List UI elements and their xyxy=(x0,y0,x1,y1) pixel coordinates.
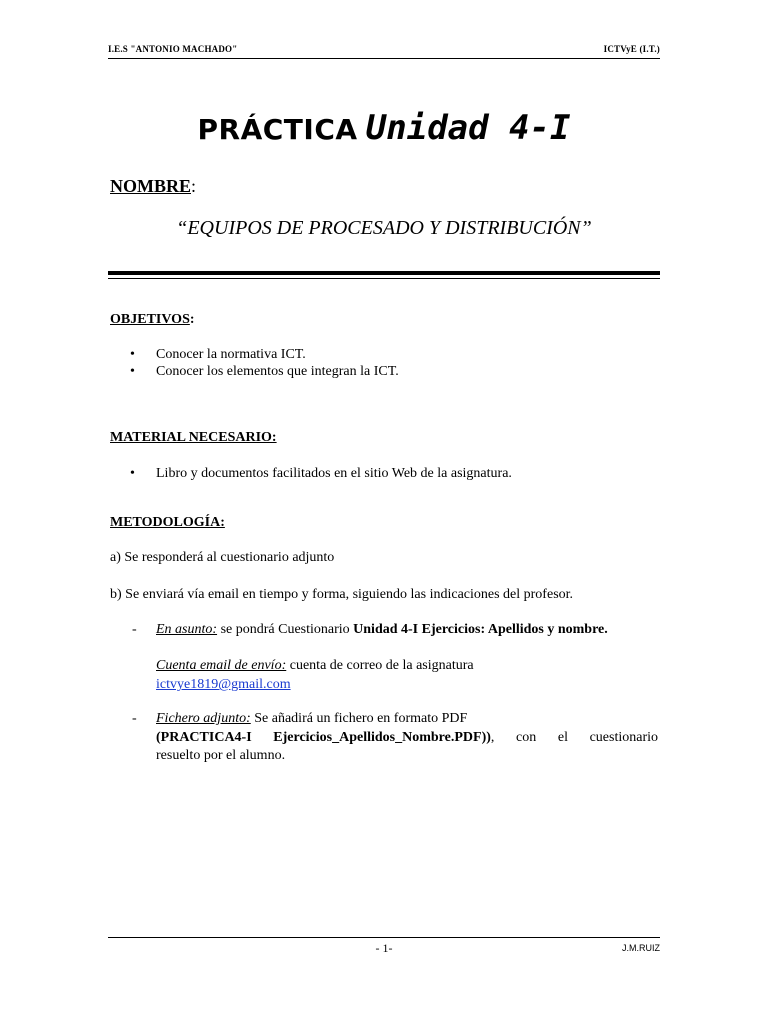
objetivos-label: OBJETIVOS xyxy=(110,312,190,327)
page-number: - 1- xyxy=(375,941,393,955)
divider-thick xyxy=(108,271,660,275)
dash-icon: - xyxy=(132,622,137,637)
cuenta-line xyxy=(156,658,474,674)
fichero-filename: (PRACTICA4-I Ejercicios_Apellidos_Nombre.PDF)) xyxy=(156,730,491,745)
title-sub: Unidad 4-I xyxy=(365,108,571,148)
list-item xyxy=(110,346,399,363)
footer-author: J.M.RUIZ xyxy=(622,943,660,953)
email-link[interactable] xyxy=(156,677,291,693)
nombre-colon: : xyxy=(191,176,197,196)
divider-thin xyxy=(108,278,660,279)
fichero-line-2 xyxy=(156,730,658,746)
metodologia-heading xyxy=(110,515,225,531)
bullet-icon: • xyxy=(130,364,135,379)
fichero-text: Se añadirá un fichero en formato PDF xyxy=(250,711,468,726)
fichero-line-1 xyxy=(156,711,467,727)
page-title xyxy=(0,108,768,148)
header-course: ICTVyE (I.T.) xyxy=(603,44,660,54)
metodologia-label: METODOLOGÍA: xyxy=(110,515,225,530)
fichero-rest: , con el cuestionario xyxy=(490,730,658,745)
material-heading xyxy=(110,430,277,446)
asunto-line xyxy=(156,622,608,638)
bullet-icon: • xyxy=(130,347,135,362)
fichero-line-3: resuelto por el alumno. xyxy=(156,748,286,763)
objetivos-colon: : xyxy=(189,312,195,327)
step-a: a) Se responderá al cuestionario adjunto xyxy=(110,550,335,565)
bullet-icon: • xyxy=(130,466,135,481)
cuenta-text: cuenta de correo de la asignatura xyxy=(286,658,474,673)
email-address[interactable]: ictvye1819@gmail.com xyxy=(156,677,291,692)
asunto-subject: Unidad 4-I Ejercicios: Apellidos y nombre. xyxy=(353,622,608,637)
header-school: I.E.S "ANTONIO MACHADO" xyxy=(108,44,238,54)
objetivos-heading xyxy=(110,312,195,328)
material-list xyxy=(110,465,512,482)
list-item xyxy=(110,465,512,482)
material-label: MATERIAL NECESARIO: xyxy=(110,430,277,445)
header-rule xyxy=(108,58,660,59)
step-b: b) Se enviará vía email en tiempo y forma, siguiendo las indicaciones del profesor. xyxy=(110,587,574,602)
title-main: PRÁCTICA xyxy=(197,113,358,146)
fichero-label: Fichero adjunto: xyxy=(156,711,251,726)
material-1: Libro y documentos facilitados en el sitio Web de la asignatura. xyxy=(156,466,512,481)
objetivo-1: Conocer la normativa ICT. xyxy=(156,347,306,362)
document-subtitle: “EQUIPOS DE PROCESADO Y DISTRIBUCIÓN” xyxy=(176,217,592,239)
nombre-label: NOMBRE xyxy=(110,176,191,196)
dash-icon: - xyxy=(132,711,137,726)
asunto-label: En asunto: xyxy=(156,622,218,637)
cuenta-label: Cuenta email de envío: xyxy=(156,658,287,673)
objetivos-list xyxy=(110,346,399,380)
nombre-field xyxy=(110,176,196,197)
list-item xyxy=(110,363,399,380)
objetivo-2: Conocer los elementos que integran la ICT. xyxy=(156,364,399,379)
asunto-text: se pondrá Cuestionario xyxy=(217,622,354,637)
footer-rule xyxy=(108,937,660,938)
